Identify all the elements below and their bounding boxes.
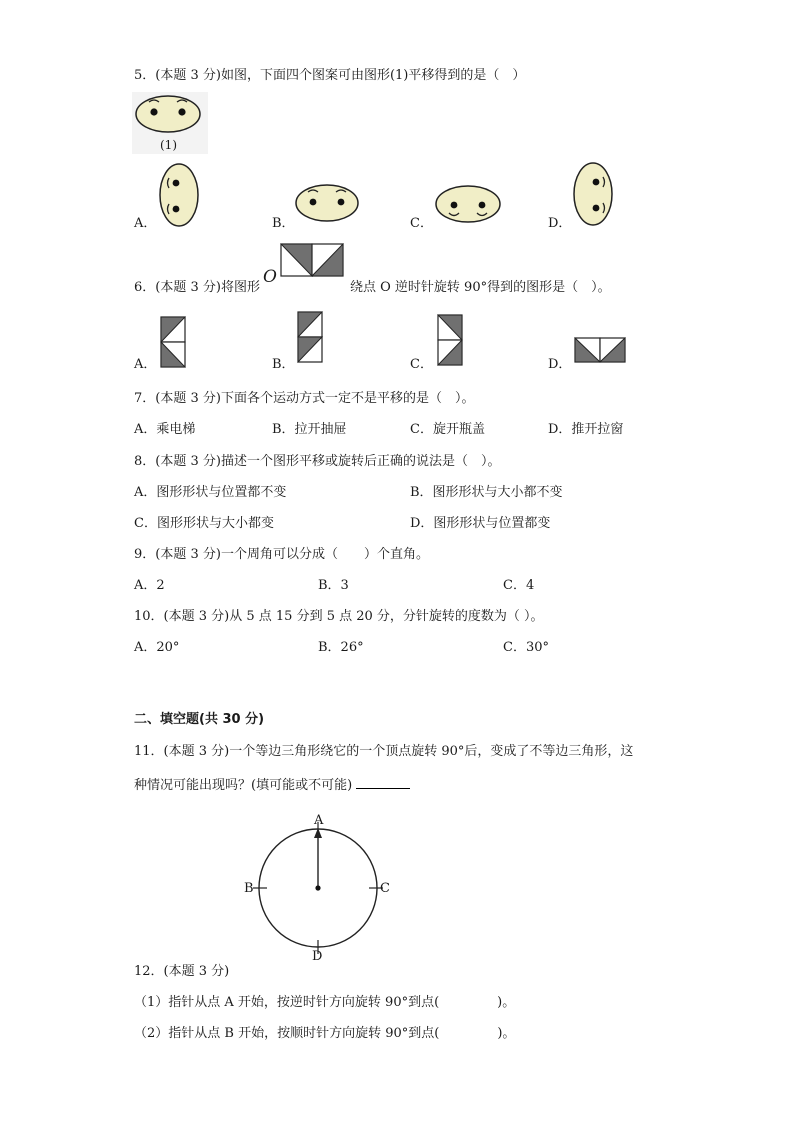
q6-option-a-figure	[160, 316, 186, 368]
q5-option-c[interactable]: C．	[410, 216, 433, 231]
q6-option-b-figure	[297, 311, 323, 363]
clock-label-c: C	[380, 881, 390, 896]
q12-stem: 12．(本题 3 分)	[134, 964, 230, 979]
q12-part1	[134, 994, 515, 1012]
q12-clock-figure	[240, 808, 400, 968]
clock-label-d: D	[312, 949, 323, 964]
q10-stem: 10．(本题 3 分)从 5 点 15 分到 5 点 20 分，分针旋转的度数为（ ）。	[134, 609, 544, 624]
q6-stem-part1: 6．(本题 3 分)将图形	[134, 280, 260, 295]
q12-part1-text: （1）指针从点 A 开始，按逆时针方向旋转 90°到点(	[134, 995, 440, 1010]
q12-part2-text: （2）指针从点 B 开始，按顺时针方向旋转 90°到点(	[134, 1026, 440, 1041]
q11-line2-text: 种情况可能出现吗？(填可能或不可能)	[134, 778, 353, 793]
q11-answer-blank[interactable]	[356, 774, 410, 789]
q9-option-a[interactable]: A．2	[134, 578, 165, 593]
q7-option-d[interactable]: D．推开拉窗	[548, 422, 624, 437]
q5-figure-label: (1)	[160, 138, 177, 152]
q5-option-b-figure	[294, 183, 360, 225]
q6-option-d[interactable]: D．	[548, 357, 572, 372]
q5-option-a-figure	[156, 160, 202, 230]
q11-line1: 11．(本题 3 分)一个等边三角形绕它的一个顶点旋转 90°后，变成了不等边三角形，这	[134, 744, 634, 759]
q5-option-d[interactable]: D．	[548, 216, 572, 231]
q8-option-a[interactable]: A．图形形状与位置都不变	[134, 485, 287, 500]
clock-label-a: A	[314, 813, 324, 828]
q12-part2-close: )。	[497, 1026, 516, 1041]
q10-option-b[interactable]: B．26°	[318, 640, 364, 655]
q8-option-b[interactable]: B．图形形状与大小都不变	[410, 485, 563, 500]
q9-option-b[interactable]: B．3	[318, 578, 349, 593]
q12-part1-close: )。	[497, 995, 516, 1010]
q7-option-a[interactable]: A．乘电梯	[134, 422, 196, 437]
q10-option-a[interactable]: A．20°	[134, 640, 180, 655]
q7-option-c[interactable]: C．旋开瓶盖	[410, 422, 485, 437]
q9-stem: 9．(本题 3 分)一个周角可以分成（ ）个直角。	[134, 547, 429, 562]
q6-option-c-figure	[437, 314, 463, 366]
q6-option-c[interactable]: C．	[410, 357, 433, 372]
q6-point-o: O	[263, 267, 277, 287]
q7-stem: 7．(本题 3 分)下面各个运动方式一定不是平移的是（ ）。	[134, 391, 475, 406]
q9-option-c[interactable]: C．4	[503, 578, 535, 593]
q5-option-d-figure	[570, 158, 616, 230]
q6-original-figure	[280, 243, 344, 277]
q8-option-d[interactable]: D．图形形状与位置都变	[410, 516, 551, 531]
q6-option-b[interactable]: B．	[272, 357, 295, 372]
q10-option-c[interactable]: C．30°	[503, 640, 549, 655]
q12-part2	[134, 1025, 515, 1043]
q5-option-c-figure	[434, 183, 502, 225]
q7-option-b[interactable]: B．拉开抽屉	[272, 422, 347, 437]
q6-stem-part2: 绕点 O 逆时针旋转 90°得到的图形是（ ）。	[350, 280, 611, 295]
q5-stem: 5．(本题 3 分)如图，下面四个图案可由图形(1)平移得到的是（ ）	[134, 68, 526, 83]
q6-option-a[interactable]: A．	[134, 357, 157, 372]
q8-option-c[interactable]: C．图形形状与大小都变	[134, 516, 274, 531]
clock-label-b: B	[244, 881, 254, 896]
q5-option-a[interactable]: A．	[134, 216, 157, 231]
q6-option-d-figure	[574, 337, 626, 363]
q5-option-b[interactable]: B．	[272, 216, 295, 231]
q8-stem: 8．(本题 3 分)描述一个图形平移或旋转后正确的说法是（ ）。	[134, 454, 501, 469]
q11-line2	[134, 774, 410, 795]
section-title-fill-in: 二、填空题(共 30 分)	[134, 712, 265, 727]
